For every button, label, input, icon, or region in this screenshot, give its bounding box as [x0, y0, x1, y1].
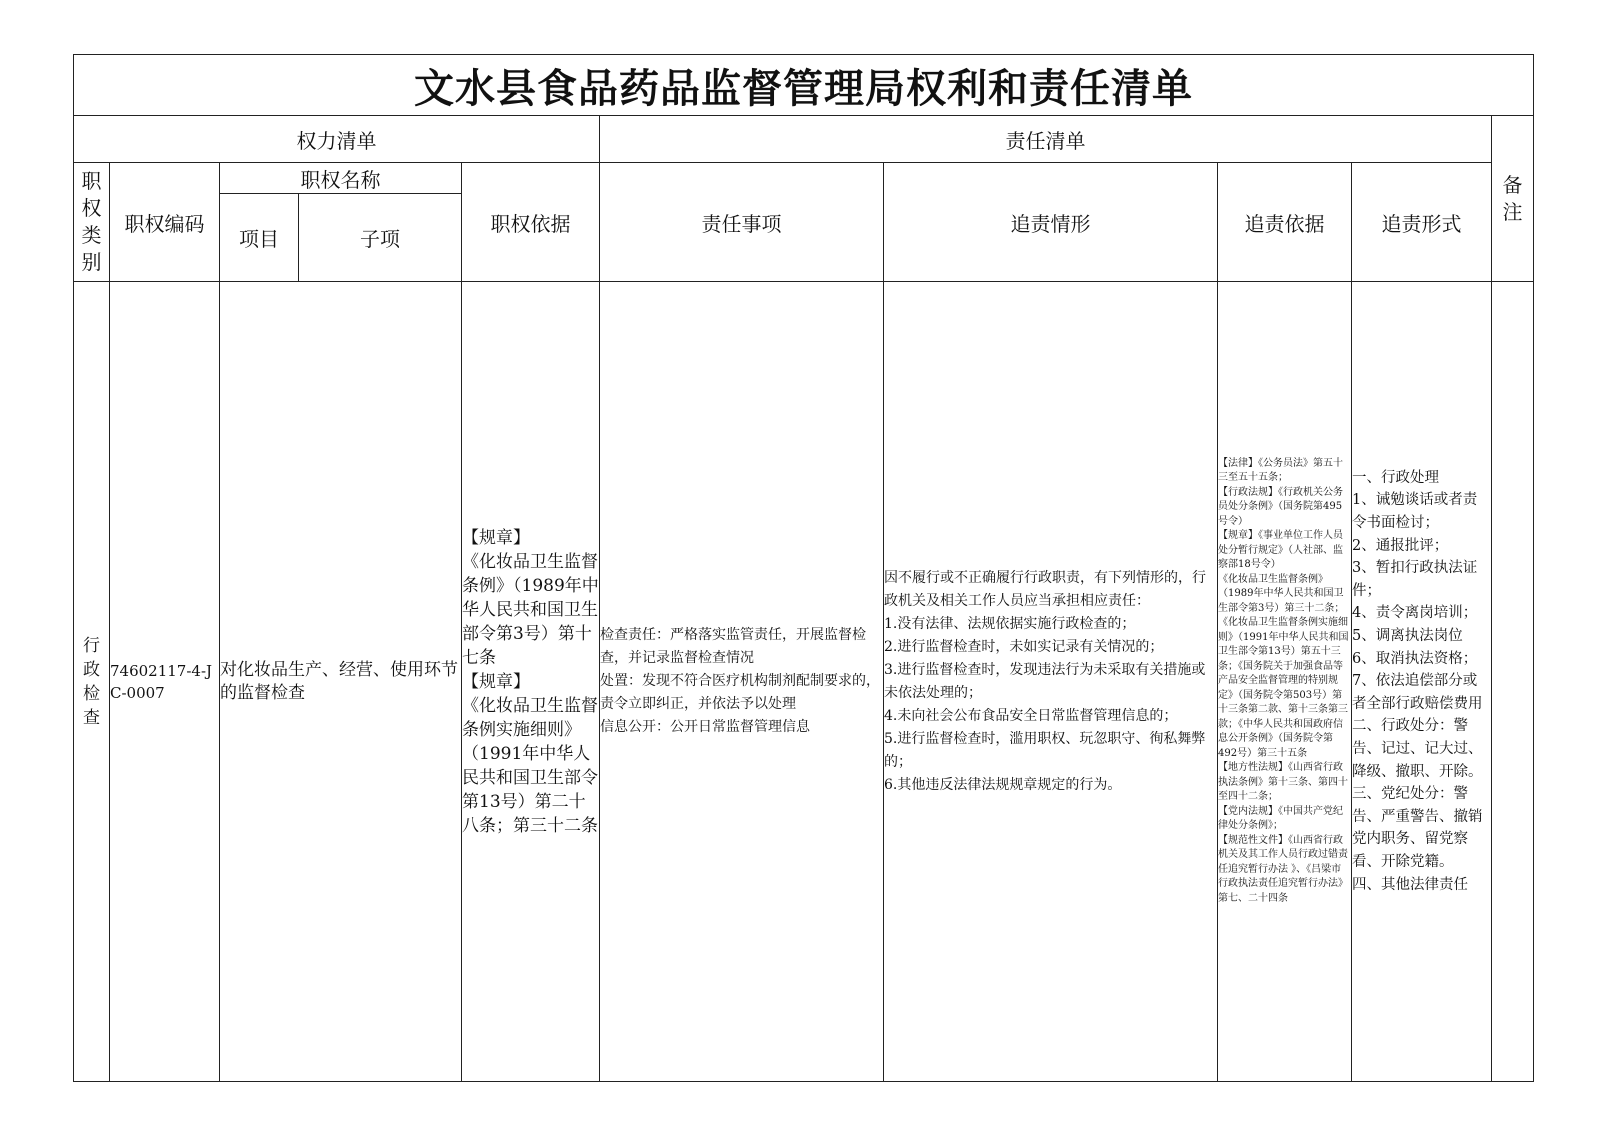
document-title: 文水县食品药品监督管理局权利和责任清单	[74, 55, 1534, 116]
category-cell: 行 政 检 查	[74, 282, 110, 1082]
basis-header: 职权依据	[462, 163, 600, 282]
code-cell: 74602117-4-JC-0007	[110, 282, 220, 1082]
remark-header: 备 注	[1492, 116, 1534, 282]
accountability-basis-header: 追责依据	[1218, 163, 1352, 282]
item-header: 项目	[220, 194, 299, 282]
responsibility-list-header: 责任清单	[600, 116, 1492, 163]
accountability-form-header: 追责形式	[1352, 163, 1492, 282]
basis-cell: 【规章】 《化妆品卫生监督条例》（1989年中华人民共和国卫生部令第3号）第十七条 【规章】 《化妆品卫生监督条例实施细则》（1991年中华人民共和国卫生部令第13号）第二十八条；第三十二条	[462, 282, 600, 1082]
category-header: 职 权 类 别	[74, 163, 110, 282]
accountability-cases-header: 追责情形	[884, 163, 1218, 282]
accountability-basis-cell: 【法律】《公务员法》第五十三至五十五条； 【行政法规】《行政机关公务员处分条例》（国务院第495号令） 【规章】《事业单位工作人员处分暂行规定》（人社部、监察部18号令） 《化妆品卫生监督条例》（1989年中华人民共和国卫生部令第3号）第三十二条；《化妆品卫生监督条例实施细则》（1991年中华人民共和国卫生部令第13号）第五十三条；《国务院关于加强食品等产品安全监督管理的特别规定》（国务院令第503号）第十三条第二款、第十三条第三款；《中华人民共和国政府信息公开条例》（国务院令第492号）第三十五条 【地方性法规】《山西省行政执法条例》第十三条、第四十至四十二条； 【党内法规】《中国共产党纪律处分条例》； 【规范性文件】《山西省行政机关及其工作人员行政过错责任追究暂行办法 》、《吕梁市行政执法责任追究暂行办法》第七、二十四条	[1218, 282, 1352, 1082]
power-responsibility-table	[73, 54, 1534, 1082]
duty-cell: 检查责任：严格落实监管责任，开展监督检查，并记录监督检查情况 处置：发现不符合医疗机构制剂配制要求的，责令立即纠正，并依法予以处理 信息公开：公开日常监督管理信息	[600, 282, 884, 1082]
power-list-header: 权力清单	[74, 116, 600, 163]
code-header: 职权编码	[110, 163, 220, 282]
accountability-form-cell: 一、行政处理 1、诫勉谈话或者责令书面检讨； 2、通报批评； 3、暂扣行政执法证件； 4、责令离岗培训； 5、调离执法岗位 6、取消执法资格； 7、依法追偿部分或者全部行政赔偿费用 二、行政处分：警告、记过、记大过、降级、撤职、开除。 三、党纪处分：警告、严重警告、撤销党内职务、留党察看、开除党籍。 四、其他法律责任	[1352, 282, 1492, 1082]
responsibility-list-sheet	[73, 54, 1533, 1080]
subitem-header: 子项	[299, 194, 462, 282]
name-header: 职权名称	[220, 163, 462, 194]
accountability-cases-cell: 因不履行或不正确履行行政职责，有下列情形的，行政机关及相关工作人员应当承担相应责任： 1.没有法律、法规依据实施行政检查的； 2.进行监督检查时，未如实记录有关情况的； 3.进行监督检查时，发现违法行为未采取有关措施或未依法处理的； 4.未向社会公布食品安全日常监督管理信息的； 5.进行监督检查时，滥用职权、玩忽职守、徇私舞弊的； 6.其他违反法律法规规章规定的行为。	[884, 282, 1218, 1082]
duty-header: 责任事项	[600, 163, 884, 282]
item-cell: 对化妆品生产、经营、使用环节的监督检查	[220, 282, 462, 1082]
remark-cell	[1492, 282, 1534, 1082]
